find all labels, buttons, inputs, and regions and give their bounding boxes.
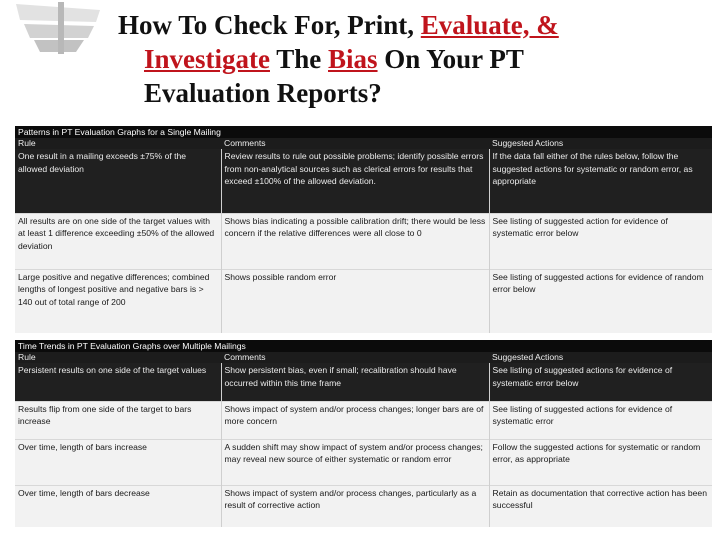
- rule-cell: All results are on one side of the target values with at least 1 difference exceeding ±50% of the allowed deviation: [15, 213, 221, 269]
- column-header-rule: Rule: [15, 138, 221, 149]
- comment-cell: Show persistent bias, even if small; recalibration should have occurred within this time frame: [221, 363, 489, 401]
- table-row: [15, 149, 712, 213]
- rule-cell: One result in a mailing exceeds ±75% of the allowed deviation: [15, 149, 221, 213]
- action-cell: Retain as documentation that corrective action has been successful: [489, 485, 712, 527]
- table-row: [15, 401, 712, 439]
- column-header-comments: Comments: [221, 352, 489, 363]
- comment-cell: A sudden shift may show impact of system and/or process changes; may reveal new source of either systematic or random error: [221, 439, 489, 485]
- comment-cell: Shows impact of system and/or process changes; longer bars are of more concern: [221, 401, 489, 439]
- table-caption: Patterns in PT Evaluation Graphs for a Single Mailing: [15, 126, 712, 138]
- title-line-1: How To Check For, Print, Evaluate, &: [118, 10, 559, 40]
- column-header-actions: Suggested Actions: [489, 352, 712, 363]
- rule-cell: Large positive and negative differences; combined lengths of longest positive and negative bars is > 140 out of total range of 200: [15, 269, 221, 333]
- title-line-3: Evaluation Reports?: [144, 78, 382, 108]
- action-cell: See listing of suggested actions for evidence of systematic error: [489, 401, 712, 439]
- logo-icon: [4, 0, 112, 56]
- column-header-actions: Suggested Actions: [489, 138, 712, 149]
- rule-cell: Over time, length of bars decrease: [15, 485, 221, 527]
- comment-cell: Review results to rule out possible problems; identify possible errors from non-analytical sources such as clerical errors for results that exceed ±100% of the allowed deviation.: [221, 149, 489, 213]
- table-row: [15, 439, 712, 485]
- action-cell: See listing of suggested actions for evidence of systematic error below: [489, 363, 712, 401]
- multiple-mailings-table: [15, 340, 712, 527]
- table-header-row: [15, 138, 712, 149]
- column-header-comments: Comments: [221, 138, 489, 149]
- title-line-2: Investigate The Bias On Your PT: [144, 44, 524, 74]
- rule-cell: Over time, length of bars increase: [15, 439, 221, 485]
- single-mailing-table: [15, 126, 712, 333]
- table-row: [15, 363, 712, 401]
- comment-cell: Shows bias indicating a possible calibration drift; there would be less concern if the relative differences were all close to 0: [221, 213, 489, 269]
- table-caption: Time Trends in PT Evaluation Graphs over Multiple Mailings: [15, 340, 712, 352]
- table-row: [15, 213, 712, 269]
- action-cell: See listing of suggested actions for evidence of random error below: [489, 269, 712, 333]
- column-header-rule: Rule: [15, 352, 221, 363]
- action-cell: Follow the suggested actions for systematic or random error, as appropriate: [489, 439, 712, 485]
- action-cell: See listing of suggested action for evidence of systematic error below: [489, 213, 712, 269]
- table-row: [15, 485, 712, 527]
- comment-cell: Shows impact of system and/or process changes, particularly as a result of corrective action: [221, 485, 489, 527]
- table-row: [15, 269, 712, 333]
- page-title: [118, 8, 708, 110]
- rule-cell: Persistent results on one side of the target values: [15, 363, 221, 401]
- action-cell: If the data fall either of the rules below, follow the suggested actions for systematic or random error, as appropriate: [489, 149, 712, 213]
- comment-cell: Shows possible random error: [221, 269, 489, 333]
- table-header-row: [15, 352, 712, 363]
- rule-cell: Results flip from one side of the target to bars increase: [15, 401, 221, 439]
